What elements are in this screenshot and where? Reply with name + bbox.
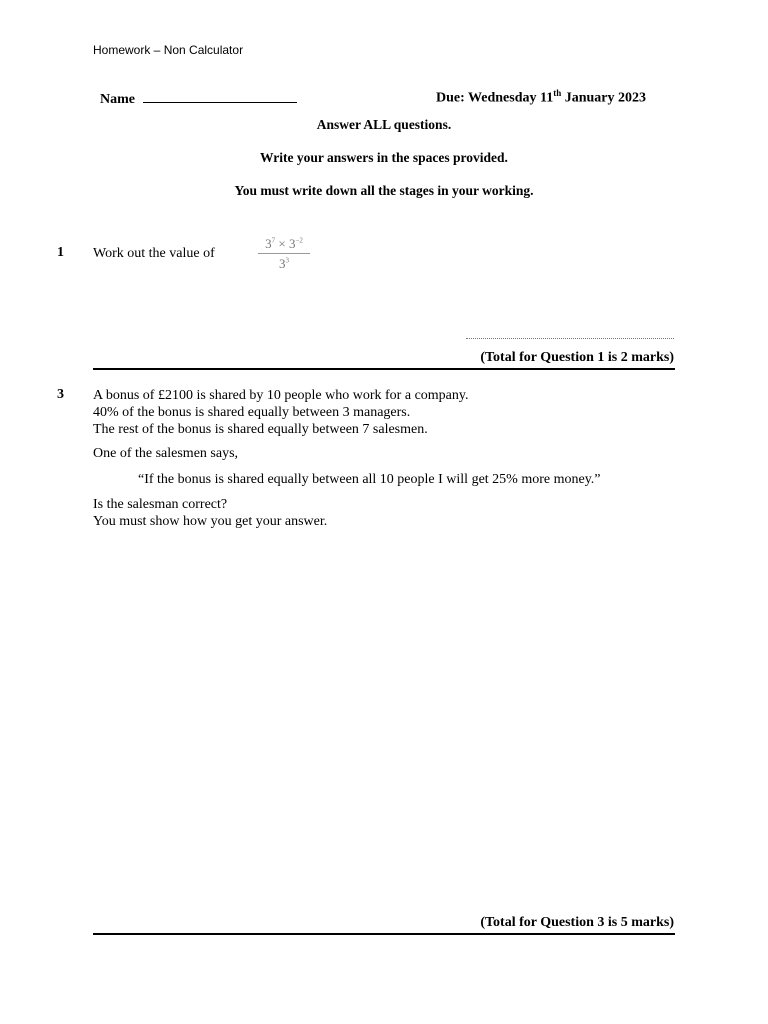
question-3-number: 3 xyxy=(57,387,64,402)
question-3-says: One of the salesmen says, xyxy=(93,446,239,461)
due-rest: January 2023 xyxy=(561,90,647,106)
question-3-line-2: 40% of the bonus is shared equally between 3 managers. xyxy=(93,405,411,420)
due-prefix: Due: Wednesday 11 xyxy=(436,90,554,106)
page-header: Homework – Non Calculator xyxy=(93,43,244,57)
question-1-total: (Total for Question 1 is 2 marks) xyxy=(480,350,674,365)
question-1-number: 1 xyxy=(57,245,64,260)
question-3-working-space[interactable] xyxy=(93,535,675,905)
question-1-expression xyxy=(258,236,310,272)
fraction-numerator: $3^7 \times 3^{-2}$ xyxy=(258,236,310,254)
question-1-divider xyxy=(93,368,675,370)
fraction-denominator: $3^3$ xyxy=(279,256,289,271)
due-date xyxy=(436,88,646,107)
question-3-total: (Total for Question 3 is 5 marks) xyxy=(480,915,674,930)
question-3-ask-2: You must show how you get your answer. xyxy=(93,514,328,529)
name-blank[interactable] xyxy=(143,88,297,103)
question-3-ask-1: Is the salesman correct? xyxy=(93,497,228,512)
question-3-quote: “If the bonus is shared equally between all 10 people I will get 25% more money.” xyxy=(138,472,601,487)
due-suffix: th xyxy=(553,88,562,98)
name-field xyxy=(100,88,297,108)
question-3-line-1: A bonus of £2100 is shared by 10 people who work for a company. xyxy=(93,388,469,403)
question-3-divider xyxy=(93,933,675,935)
question-1-text: Work out the value of xyxy=(93,246,215,261)
instruction-3: You must write down all the stages in your working. xyxy=(234,183,534,198)
instruction-1: Answer ALL questions. xyxy=(316,117,452,132)
name-label: Name xyxy=(100,92,135,107)
question-1-answer-line[interactable] xyxy=(466,328,674,339)
instruction-2: Write your answers in the spaces provided. xyxy=(260,150,508,165)
question-3-line-3: The rest of the bonus is shared equally between 7 salesmen. xyxy=(93,422,428,437)
